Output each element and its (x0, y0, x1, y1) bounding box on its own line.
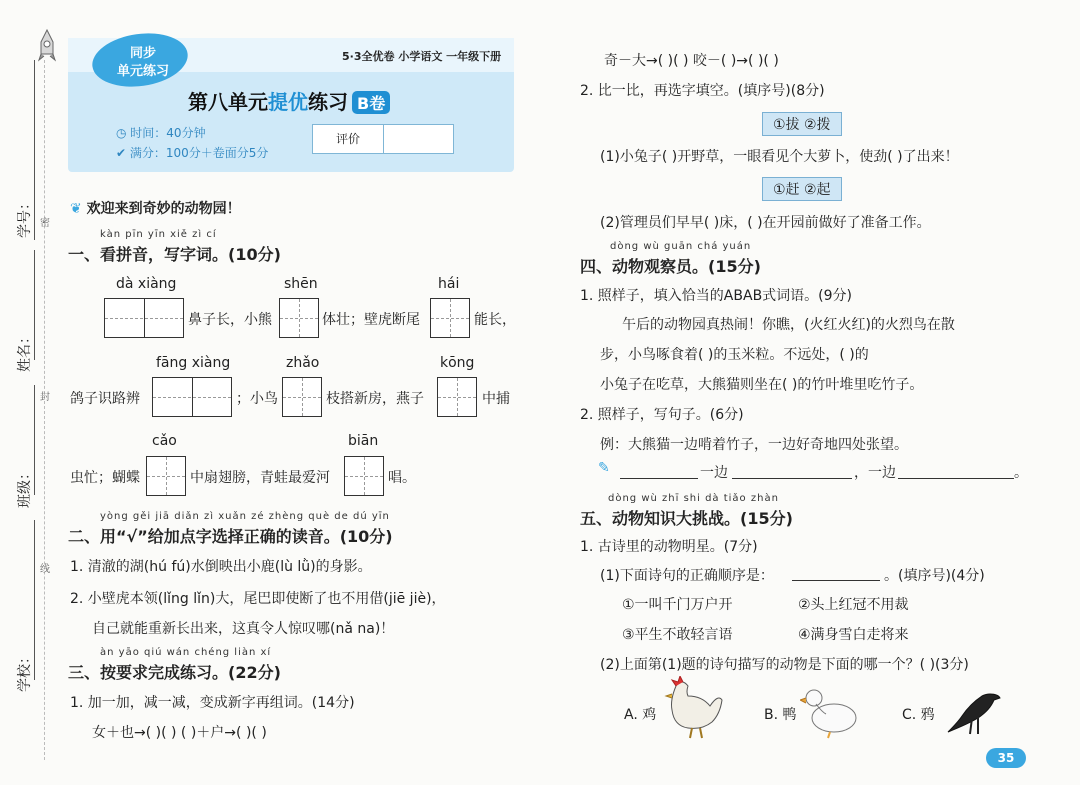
crow-icon (938, 684, 1004, 736)
page-title (188, 86, 390, 115)
s1-text-8: 虫忙；蝴蝶 (70, 470, 140, 486)
char-box-shen[interactable] (279, 298, 319, 338)
section4-title: 四、动物观察员。(15分) (580, 257, 761, 276)
check-icon: ✔ (116, 146, 130, 160)
py-da-xiang: dà xiàng (116, 276, 177, 292)
option-box-2: ①赶 ②起 (762, 177, 842, 201)
s1-text-1: 鼻子长，小熊 (188, 312, 272, 328)
paper-label: B卷 (352, 91, 390, 114)
mark-seal: 封 (40, 392, 50, 403)
char-box-hai[interactable] (430, 298, 470, 338)
s5-q1-part1-end: 。(填序号)(4分) (884, 568, 985, 584)
class-label: 班级： (17, 466, 33, 508)
badge-line1: 同步 (129, 46, 156, 61)
s2-question1[interactable]: 1. 清澈的湖(hú fú)水倒映出小鹿(lù lǜ)的身影。 (70, 559, 372, 575)
char-box-daxiang[interactable] (104, 298, 184, 338)
series-label: 5·3全优卷 小学语文 一年级下册 (342, 50, 502, 63)
title-prefix: 第八单元 (188, 90, 268, 114)
intro-text: 欢迎来到奇妙的动物园！ (86, 201, 241, 217)
s3-pinyin: àn yāo qiú wán chéng liàn xí (100, 647, 272, 658)
pencil-icon: ✎ (598, 460, 610, 476)
student-number-field[interactable] (34, 60, 35, 240)
char-box-cao[interactable] (146, 456, 186, 496)
name-label: 姓名： (17, 330, 33, 372)
section3-title: 三、按要求完成练习。(22分) (68, 663, 281, 682)
py-zhao: zhǎo (286, 355, 320, 371)
intro-line (70, 198, 241, 218)
poem-line-3: ③平生不敢轻言语 (622, 627, 733, 643)
duck-icon (800, 684, 862, 740)
school-field[interactable] (34, 520, 35, 680)
mark-line: 线 (40, 564, 50, 575)
evaluation-field[interactable] (383, 125, 453, 153)
s5-q1-part1: (1)下面诗句的正确顺序是： (600, 568, 774, 584)
s3-add-subtract-row1[interactable]: 女＋也→( )( ) ( )＋户→( )( ) (92, 725, 267, 741)
badge-line2: 单元练习 (116, 64, 169, 79)
s1-text-5: ；小鸟 (236, 391, 278, 407)
char-box-fangxiang[interactable] (152, 377, 232, 417)
s4-pinyin: dòng wù guān chá yuán (610, 241, 752, 252)
s4-fill-end: 。 (1014, 465, 1028, 481)
school-label: 学校： (17, 650, 33, 692)
py-cao: cǎo (152, 433, 177, 449)
section2-title: 二、用“√”给加点字选择正确的读音。(10分) (68, 527, 393, 546)
s1-text-2: 体壮；壁虎断尾 (322, 312, 420, 328)
s4-question2: 2. 照样子，写句子。(6分) (580, 407, 744, 423)
time-info (116, 124, 206, 141)
py-shen: shēn (284, 276, 318, 292)
evaluation-label: 评价 (313, 125, 384, 153)
s5-question1: 1. 古诗里的动物明星。(7分) (580, 539, 758, 555)
choice-b-label[interactable]: B. 鸭 (764, 707, 797, 723)
s4-passage-line1: 午后的动物园真热闹！你瞧，(火红火红)的火烈鸟在散 (622, 317, 955, 333)
s3-q2-sentence2[interactable]: (2)管理员们早早( )床，( )在开园前做好了准备工作。 (600, 215, 931, 231)
s2-pinyin: yòng gěi jiā diǎn zì xuǎn zé zhèng què de dú yīn (100, 511, 390, 522)
section1-title: 一、看拼音，写字词。(10分) (68, 245, 281, 264)
s1-text-10: 唱。 (388, 470, 416, 486)
py-hai: hái (438, 276, 460, 292)
char-box-kong[interactable] (437, 377, 477, 417)
option-box-1: ①拔 ②拨 (762, 112, 842, 136)
s5-q1-part2[interactable]: (2)上面第(1)题的诗句描写的动物是下面的哪一个？( )(3分) (600, 657, 969, 673)
s4-passage-line3[interactable]: 小兔子在吃草，大熊猫则坐在( )的竹叶堆里吃竹子。 (600, 377, 924, 393)
poem-line-1: ①一叫千门万户开 (622, 597, 733, 613)
s1-text-6: 枝搭新房，燕子 (326, 391, 424, 407)
s2-question2[interactable]: 2. 小壁虎本领(lǐng lǐn)大，尾巴即使断了也不用借(jiē jiè)， (70, 591, 446, 607)
sentence-blank-3[interactable] (898, 478, 1014, 479)
title-suffix: 练习 (308, 90, 348, 114)
py-kong: kōng (440, 355, 475, 371)
s3-question2: 2. 比一比，再选字填空。(填序号)(8分) (580, 83, 825, 99)
s4-example: 例：大熊猫一边啃着竹子，一边好奇地四处张望。 (600, 437, 908, 453)
char-box-zhao[interactable] (282, 377, 322, 417)
class-field[interactable] (34, 385, 35, 495)
char-box-bian[interactable] (344, 456, 384, 496)
rooster-icon (664, 676, 724, 740)
sentence-blank-2[interactable] (732, 478, 852, 479)
evaluation-box (312, 124, 454, 154)
s3-question1: 1. 加一加，减一减，变成新字再组词。(14分) (70, 695, 355, 711)
choice-a-label[interactable]: A. 鸡 (624, 707, 657, 723)
clock-icon: ◷ (116, 126, 131, 140)
sentence-blank-1[interactable] (620, 478, 698, 479)
s5-pinyin: dòng wù zhī shi dà tiǎo zhàn (608, 493, 779, 504)
s4-question1: 1. 照样子，填入恰当的ABAB式词语。(9分) (580, 288, 853, 304)
student-number-label: 学号： (17, 196, 33, 238)
s1-pinyin: kàn pīn yīn xiě zì cí (100, 229, 217, 240)
s4-passage-line2[interactable]: 步，小鸟啄食着( )的玉米粒。不远处，( )的 (600, 347, 869, 363)
s1-text-4: 鸽子识路辨 (70, 391, 140, 407)
choice-c-label[interactable]: C. 鸦 (902, 707, 935, 723)
mark-secret: 密 (40, 218, 50, 229)
time-text: 时间：40分钟 (130, 126, 206, 140)
s1-text-9: 中扇翅膀，青蛙最爱河 (190, 470, 330, 486)
poem-line-2: ②头上红冠不用裁 (798, 597, 909, 613)
page-number: 35 (986, 748, 1026, 768)
poem-line-4: ④满身雪白走将来 (798, 627, 909, 643)
s1-text-3: 能长， (474, 312, 516, 328)
score-text: 满分：100分＋卷面分5分 (129, 146, 269, 160)
title-highlight: 提优 (268, 90, 308, 114)
s3-add-subtract-row2[interactable]: 奇－大→( )( ) 咬－( )→( )( ) (604, 53, 779, 69)
order-answer-blank[interactable] (792, 580, 880, 581)
s4-fill-mid: 一边 (700, 465, 728, 481)
rocket-icon (38, 28, 56, 62)
s3-q2-sentence1[interactable]: (1)小兔子( )开野草，一眼看见个大萝卜，使劲( )了出来！ (600, 149, 959, 165)
leaf-icon: ❦ (70, 201, 87, 217)
py-fang-xiang: fāng xiàng (156, 355, 231, 371)
py-bian: biān (348, 433, 379, 449)
binding-line (44, 60, 45, 760)
s4-fill-mid2: ，一边 (854, 465, 896, 481)
s2-question2-cont[interactable]: 自己就能重新长出来，这真令人惊叹哪(nǎ na)！ (92, 621, 395, 637)
section5-title: 五、动物知识大挑战。(15分) (580, 509, 793, 528)
name-field[interactable] (34, 250, 35, 360)
s1-text-7: 中捕 (482, 391, 510, 407)
score-info (116, 144, 268, 161)
